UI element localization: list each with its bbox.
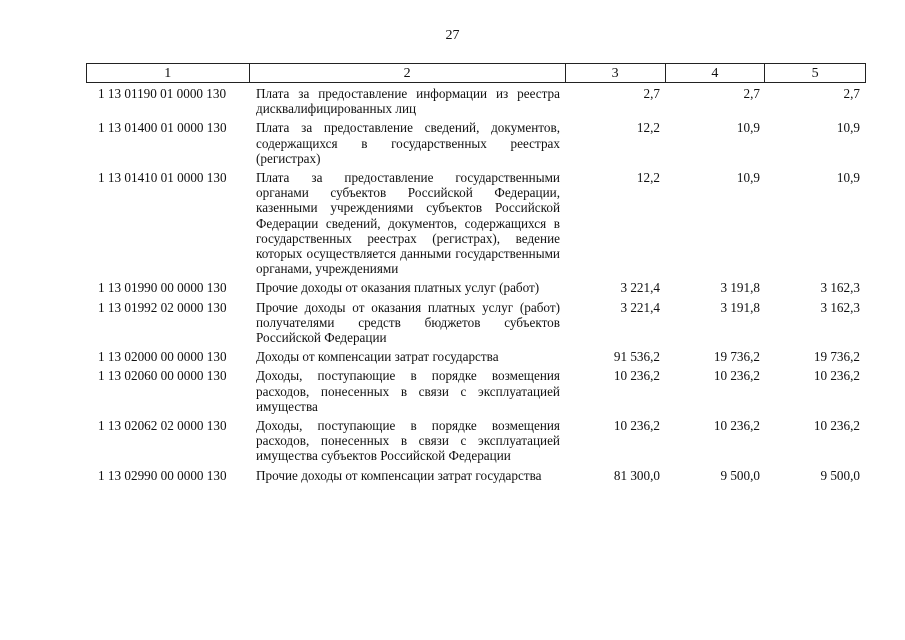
header-col-1: 1 <box>87 64 250 82</box>
page-number: 27 <box>445 28 460 43</box>
row-value-col4: 2,7 <box>743 86 760 101</box>
row-value-col4: 3 191,8 <box>720 280 760 296</box>
table-row <box>86 349 866 364</box>
row-value-col5: 3 162,3 <box>820 280 860 296</box>
row-value-col5: 10 236,2 <box>813 418 860 434</box>
table-row <box>86 86 866 116</box>
row-name: Прочие доходы от компенсации затрат государства <box>256 467 542 483</box>
row-value-col3: 12,2 <box>636 170 660 186</box>
row-code: 1 13 01410 01 0000 130 <box>98 170 227 186</box>
row-code: 1 13 01992 02 0000 130 <box>98 299 227 315</box>
row-value-col3: 10 236,2 <box>613 368 660 384</box>
row-value-col4: 3 191,8 <box>720 299 760 315</box>
row-value-col5: 2,7 <box>843 86 860 101</box>
row-value-col3: 2,7 <box>643 86 660 101</box>
row-code: 1 13 02060 00 0000 130 <box>98 368 227 384</box>
row-value-col4: 10,9 <box>736 170 760 186</box>
header-col-4: 4 <box>666 64 766 82</box>
table-row <box>86 418 866 464</box>
row-value-col4: 10,9 <box>736 120 760 136</box>
row-name: Доходы от компенсации затрат государства <box>256 349 499 365</box>
row-value-col3: 12,2 <box>636 120 660 136</box>
table-row <box>86 280 866 295</box>
row-value-col5: 9 500,0 <box>820 467 860 483</box>
row-value-col3: 3 221,4 <box>620 280 660 296</box>
row-value-col4: 10 236,2 <box>713 418 760 434</box>
row-name: Плата за предоставление сведений, документов, содержащихся в государственных реестрах (регистрах) <box>256 120 560 166</box>
header-col-3: 3 <box>566 64 666 82</box>
table-row <box>86 368 866 414</box>
row-name: Доходы, поступающие в порядке возмещения расходов, понесенных в связи с эксплуатацией имущества <box>256 368 560 414</box>
row-value-col5: 10,9 <box>836 170 860 186</box>
table-header <box>86 63 866 83</box>
row-value-col4: 10 236,2 <box>713 368 760 384</box>
row-value-col5: 10,9 <box>836 120 860 136</box>
row-value-col4: 19 736,2 <box>713 349 760 365</box>
table-row <box>86 120 866 166</box>
row-value-col5: 3 162,3 <box>820 299 860 315</box>
row-code: 1 13 01990 00 0000 130 <box>98 280 227 296</box>
row-value-col3: 81 300,0 <box>613 467 660 483</box>
row-code: 1 13 02000 00 0000 130 <box>98 349 227 365</box>
row-name: Плата за предоставление государственными органами субъектов Российской Федерации, казенными учреждениями субъектов Российской Федерации сведений, документов, содержащихся в государственных реестрах (регистрах), ведение которых осуществляется данными государственными органами, учреждениями <box>256 170 560 277</box>
row-name: Доходы, поступающие в порядке возмещения расходов, понесенных в связи с эксплуатацией имущества субъектов Российской Федерации <box>256 418 560 464</box>
row-value-col3: 3 221,4 <box>620 299 660 315</box>
row-code: 1 13 01190 01 0000 130 <box>98 86 227 101</box>
row-code: 1 13 02062 02 0000 130 <box>98 418 227 434</box>
header-col-5: 5 <box>811 66 819 81</box>
header-col-2: 2 <box>250 64 566 82</box>
row-name: Прочие доходы от оказания платных услуг (работ) <box>256 280 540 296</box>
table-row <box>86 468 866 483</box>
table-body <box>86 86 866 487</box>
row-value-col5: 10 236,2 <box>813 368 860 384</box>
table-row <box>86 170 866 276</box>
table-row <box>86 300 866 346</box>
row-value-col4: 9 500,0 <box>720 467 760 483</box>
row-name: Плата за предоставление информации из реестра дисквалифицированных лиц <box>256 86 560 117</box>
row-value-col5: 19 736,2 <box>813 349 860 365</box>
row-value-col3: 91 536,2 <box>613 349 660 365</box>
row-code: 1 13 02990 00 0000 130 <box>98 467 227 483</box>
row-name: Прочие доходы от оказания платных услуг (работ) получателями средств бюджетов субъектов Российской Федерации <box>256 299 560 346</box>
row-code: 1 13 01400 01 0000 130 <box>98 120 227 136</box>
row-value-col3: 10 236,2 <box>613 418 660 434</box>
